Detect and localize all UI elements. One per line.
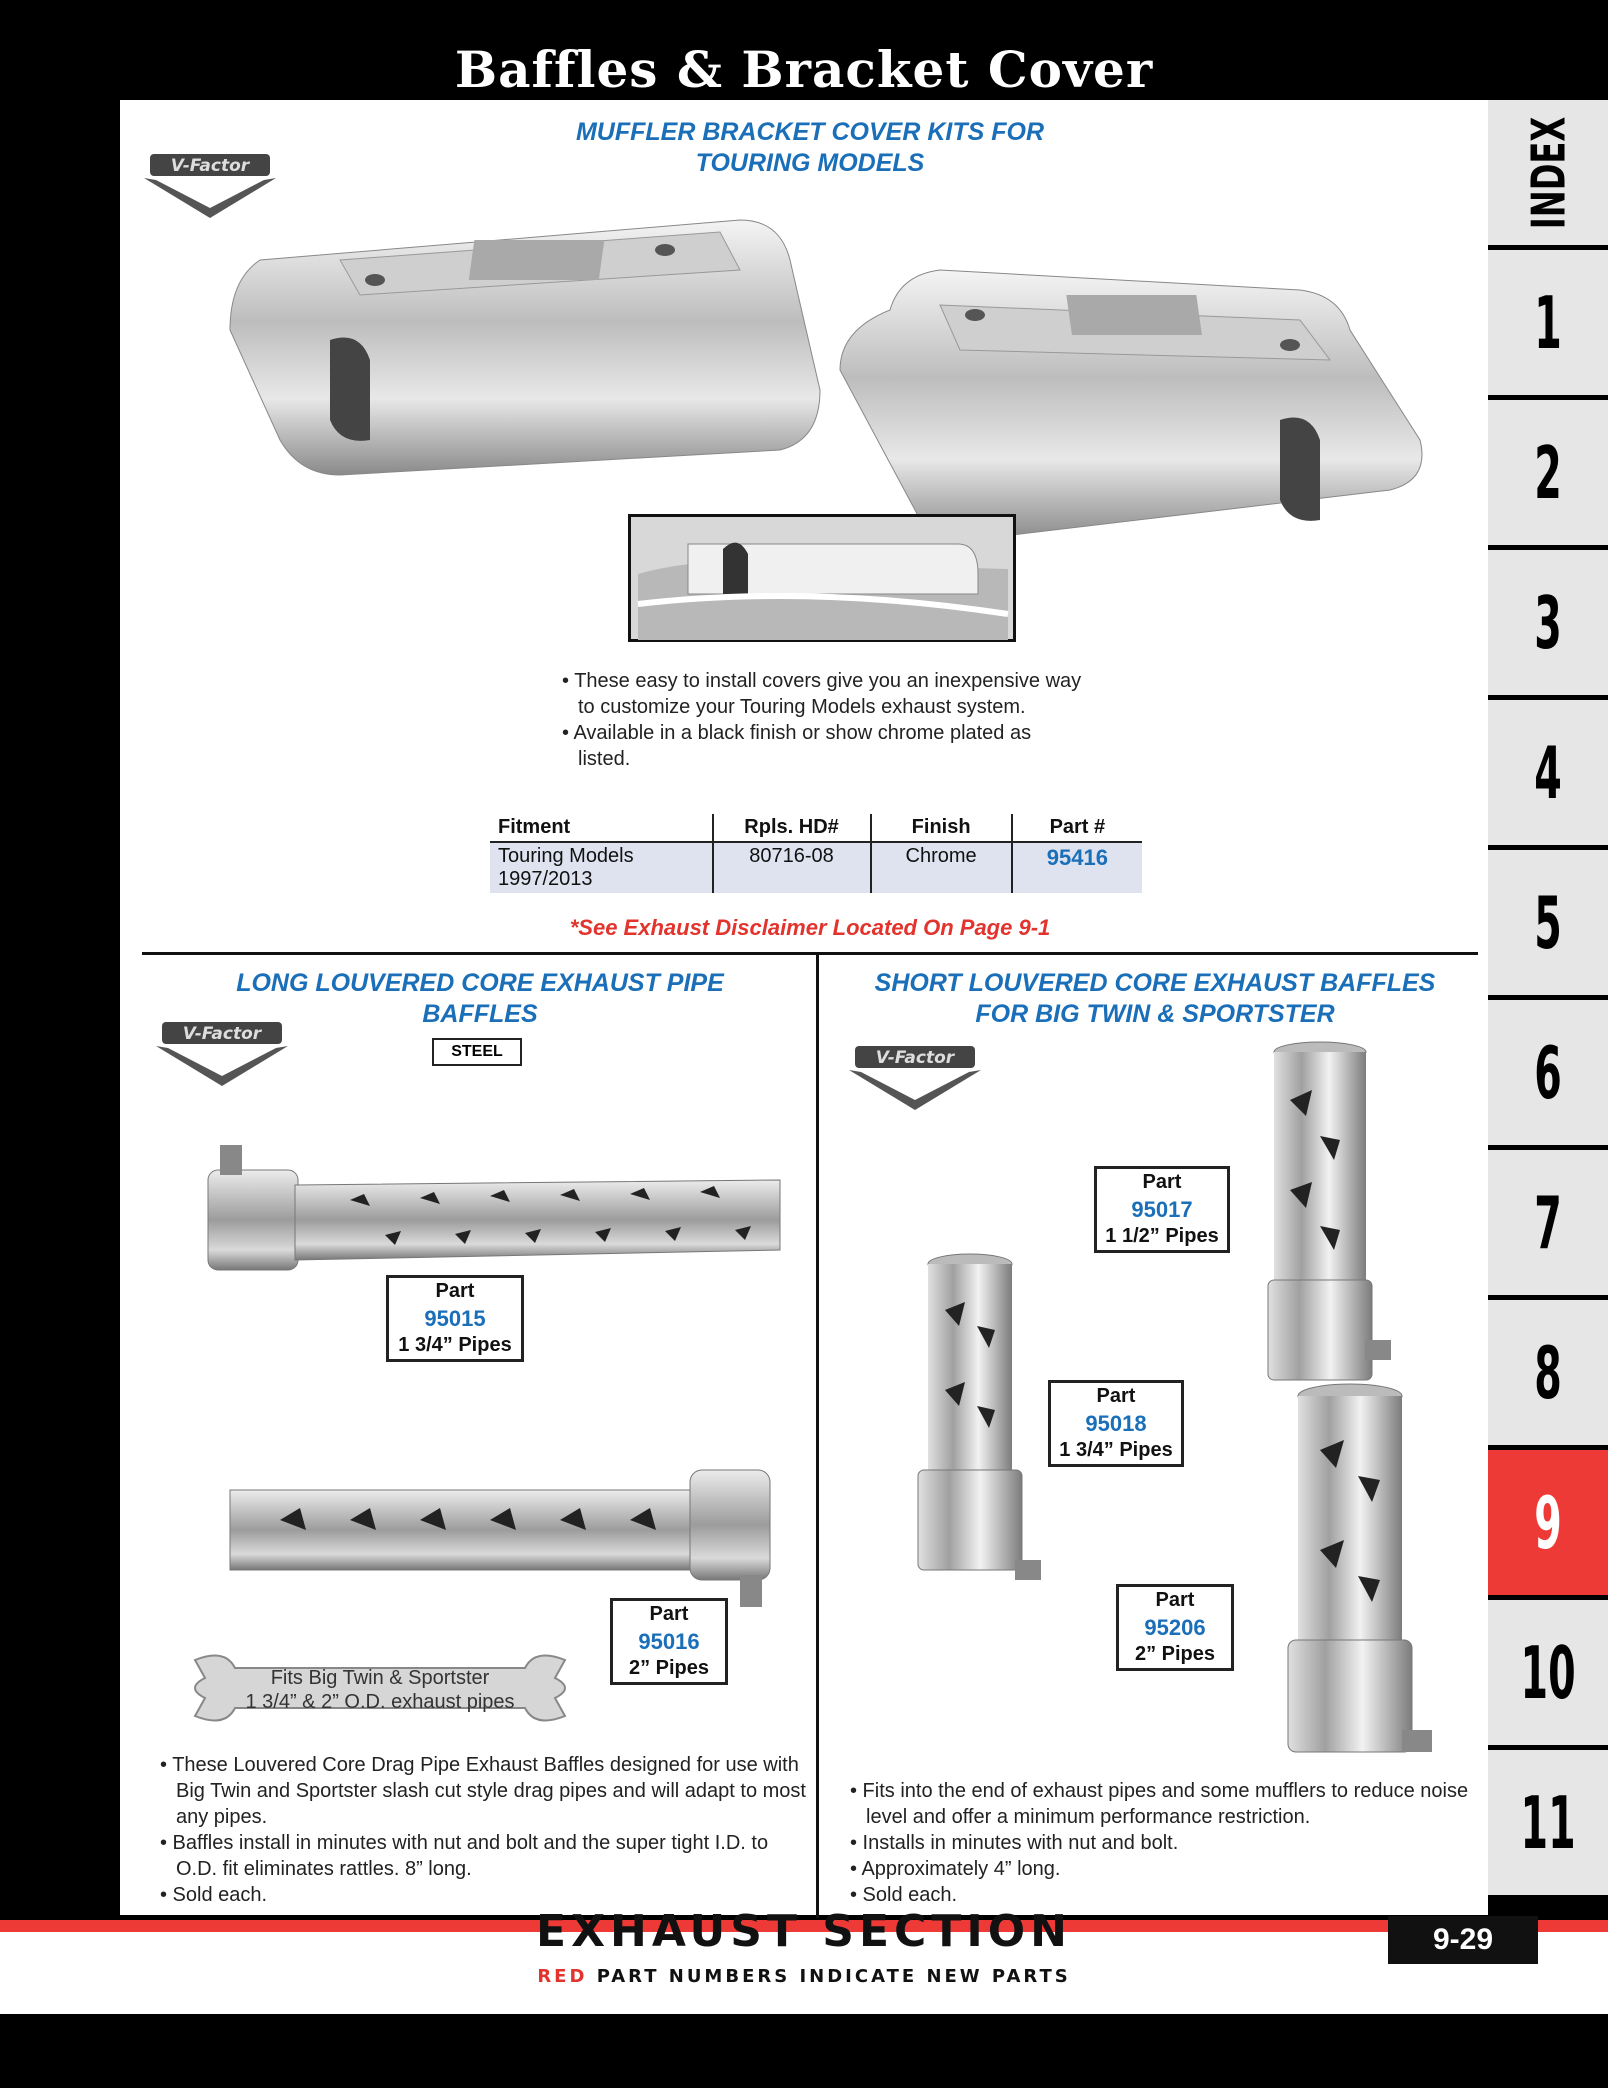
long-baffle-2-image [220,1460,780,1610]
col-fitment: Fitment [490,814,713,842]
bullet-item: • Sold each. [160,1884,268,1906]
column-divider [816,952,819,1918]
exhaust-disclaimer: *See Exhaust Disclaimer Located On Page 9-1 [569,915,1051,940]
table-header-row [490,814,1142,842]
part-box-95016: Part 95016 2” Pipes [610,1598,728,1685]
bullet-item: • Installs in minutes with nut and bolt. [850,1832,1179,1854]
short-baffle-95017-image [1260,1040,1400,1390]
footer-section-title: EXHAUST SECTION [536,1906,1072,1957]
part-box-95017: Part 95017 1 1/2” Pipes [1094,1166,1230,1253]
section2-title: LONG LOUVERED CORE EXHAUST PIPE BAFFLES [236,969,724,1028]
tab-5[interactable]: 5 [1488,850,1608,995]
bullet-item: • These easy to install covers give you an inexpensive way to customize your Touring Models exhaust system. [562,670,1082,718]
footer-subtitle: RED PART NUMBERS INDICATE NEW PARTS [537,1966,1071,1987]
cell-part: 95416 [1012,842,1142,893]
tab-11[interactable]: 11 [1488,1750,1608,1895]
tab-7[interactable]: 7 [1488,1150,1608,1295]
v-factor-logo [845,1040,985,1112]
svg-text:V-Factor: V-Factor [182,1024,262,1044]
col-rpls: Rpls. HD# [713,814,871,842]
page-number: 9-29 [1388,1916,1538,1964]
short-baffle-95206-image [1280,1380,1450,1780]
tab-6[interactable]: 6 [1488,1000,1608,1145]
long-baffle-1-image [200,1140,790,1280]
v-factor-logo [152,1016,292,1088]
short-baffle-95018-image [910,1250,1060,1600]
cell-rpls: 80716-08 [713,842,871,893]
cell-finish: Chrome [871,842,1012,893]
installed-detail-image [628,514,1016,642]
part-box-95206: Part 95206 2” Pipes [1116,1584,1234,1671]
bullet-item: • Baffles install in minutes with nut and bolt and the super tight I.D. to O.D. fit eliminates rattles. 8” long. [160,1832,769,1880]
tab-3[interactable]: 3 [1488,550,1608,695]
tab-index[interactable]: INDEX [1488,100,1608,245]
section2-bullets [160,1752,810,1908]
col-finish: Finish [871,814,1012,842]
svg-text:V-Factor: V-Factor [170,156,250,176]
bracket-cover-right-image [830,250,1440,550]
cell-fitment: Touring Models 1997/2013 [490,842,713,893]
wrench-caption: Fits Big Twin & Sportster 1 3/4” & 2” O.D. exhaust pipes [245,1667,515,1713]
bullet-item: • Sold each. [850,1884,958,1906]
material-badge: STEEL [432,1038,522,1066]
tab-1[interactable]: 1 [1488,250,1608,395]
tab-9[interactable]: 9 [1488,1450,1608,1595]
bullet-item: • Fits into the end of exhaust pipes and some mufflers to reduce noise level and offer a minimum performance restriction. [850,1780,1469,1828]
section1-bullets [562,668,1082,772]
section3-bullets [850,1778,1470,1908]
bullet-item: • These Louvered Core Drag Pipe Exhaust Baffles designed for use with Big Twin and Sportster slash cut style drag pipes and will adapt to most any pipes. [160,1754,806,1828]
col-part: Part # [1012,814,1142,842]
page-title: Baffles & Bracket Cover [454,40,1154,99]
bullet-item: • Approximately 4” long. [850,1858,1061,1880]
section-tabs [1488,100,1608,1970]
tab-2[interactable]: 2 [1488,400,1608,545]
spec-table [490,814,1142,893]
section-divider [142,952,1478,955]
tab-8[interactable]: 8 [1488,1300,1608,1445]
tab-10[interactable]: 10 [1488,1600,1608,1745]
section1-title: MUFFLER BRACKET COVER KITS FOR TOURING MODELS [575,118,1045,177]
bullet-item: • Available in a black finish or show chrome plated as listed. [562,722,1032,770]
part-box-95018: Part 95018 1 3/4” Pipes [1048,1380,1184,1467]
bracket-cover-left-image [220,200,840,480]
tab-4[interactable]: 4 [1488,700,1608,845]
section3-title: SHORT LOUVERED CORE EXHAUST BAFFLES FOR BIG TWIN & SPORTSTER [874,969,1436,1028]
svg-text:V-Factor: V-Factor [875,1048,955,1068]
part-box-95015: Part 95015 1 3/4” Pipes [386,1275,524,1362]
table-row [490,842,1142,893]
